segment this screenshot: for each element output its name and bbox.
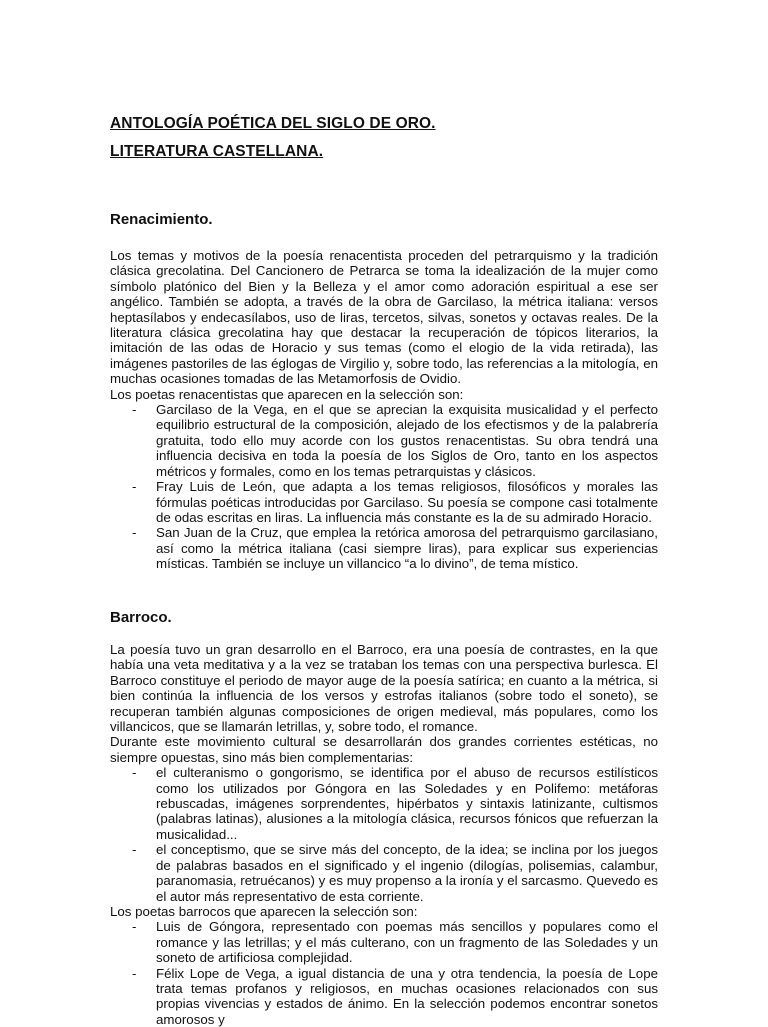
- list-item-fray-luis: - Fray Luis de León, que adapta a los temas religiosos, filosóficos y morales las fórmulas poéticas introducidas por Garcilaso. Su poesía se compone casi totalmente de odas escritas en liras. La influencia más constante es la de su admirado Horacio.: [110, 479, 658, 525]
- section-body-barroco: [110, 642, 658, 1027]
- list-item-gongora: - Luis de Góngora, representado con poemas más sencillos y populares como el romance y las letrillas; y el más culterano, con un fragmento de las Soledades y un soneto de artificiosa complejidad.: [110, 919, 658, 965]
- list-item-san-juan: - San Juan de la Cruz, que emplea la retórica amorosa del petrarquismo garcilasiano, así como la métrica italiana (casi siempre liras), para explicar sus experiencias místicas. También se incluye un villancico “a lo divino”, de tema místico.: [110, 525, 658, 571]
- barroco-poets-list: [110, 919, 658, 1027]
- barroco-poets-intro: Los poetas barrocos que aparecen la selección son:: [110, 903, 418, 919]
- list-item-lope-de-vega: - Félix Lope de Vega, a igual distancia de una y otra tendencia, la poesía de Lope trata temas profanos y religiosos, en muchas ocasiones relacionados con sus propias vivencias y estados de ánimo. En la selección podemos encontrar sonetos amorosos y: [110, 966, 658, 1027]
- renacimiento-poets-list: [110, 402, 658, 571]
- barroco-intro-paragraph: La poesía tuvo un gran desarrollo en el Barroco, era una poesía de contrastes, en la que había una veta meditativa y a la vez se trataban los temas con una perspectiva burlesca. El Barroco constituye el periodo de mayor auge de la poesía satírica; en cuanto a la métrica, si bien continúa la influencia de los versos y estrofas italianos (sobre todo el soneto), se recuperan también algunas composiciones de origen medieval, más populares, como los villancicos, que se llamarán letrillas, y, sobre todo, el romance.: [110, 642, 658, 735]
- document-title-line-2: LITERATURA CASTELLANA.: [110, 143, 324, 160]
- section-heading-barroco: Barroco.: [110, 609, 172, 626]
- document-title-line-1: ANTOLOGÍA POÉTICA DEL SIGLO DE ORO.: [110, 115, 436, 132]
- section-heading-renacimiento: Renacimiento.: [110, 211, 213, 228]
- barroco-currents-intro: Durante este movimiento cultural se desarrollarán dos grandes corrientes estéticas, no siempre opuestas, sino más bien complementarias:: [110, 734, 658, 765]
- renacimiento-poets-intro: Los poetas renacentistas que aparecen en la selección son:: [110, 386, 464, 402]
- list-item-garcilaso: - Garcilaso de la Vega, en el que se aprecian la exquisita musicalidad y el perfecto equilibrio estructural de la composición, alejado de los efectismos y de la palabrería gratuita, todo ello muy acorde con los gustos renacentistas. Su obra tendrá una influencia decisiva en toda la poesía de los Siglos de Oro, tanto en los aspectos métricos y formales, como en los temas petrarquistas y clásicos.: [110, 402, 658, 479]
- barroco-currents-list: [110, 765, 658, 904]
- section-body-renacimiento: [110, 248, 658, 572]
- renacimiento-intro-paragraph: Los temas y motivos de la poesía renacentista proceden del petrarquismo y la tradición clásica grecolatina. Del Cancionero de Petrarca se toma la idealización de la mujer como símbolo platónico del Bien y la Belleza y el amor como adoración espiritual a ese ser angélico. También se adopta, a través de la obra de Garcilaso, la métrica italiana: versos heptasílabos y endecasílabos, uso de liras, tercetos, silvas, sonetos y octavas reales. De la literatura clásica grecolatina hay que destacar la recuperación de tópicos literarios, la imitación de las odas de Horacio y sus temas (como el elogio de la vida retirada), las imágenes pastoriles de las églogas de Virgilio y, sobre todo, las referencias a la mitología, en muchas ocasiones tomadas de las Metamorfosis de Ovidio.: [110, 248, 658, 387]
- list-item-culteranismo: - el culteranismo o gongorismo, se identifica por el abuso de recursos estilísticos como los utilizados por Góngora en las Soledades y en Polifemo: metáforas rebuscadas, imágenes sorprendentes, hipérbatos y sintaxis latinizante, cultismos (palabras latinas), alusiones a la mitología clásica, recursos fónicos que refuerzan la musicalidad...: [110, 765, 658, 842]
- list-item-conceptismo: - el conceptismo, que se sirve más del concepto, de la idea; se inclina por los juegos de palabras basados en el significado y el ingenio (dilogías, polisemias, calambur, paranomasia, retruécanos) y es muy propenso a la ironía y el sarcasmo. Quevedo es el autor más representativo de esta corriente.: [110, 842, 658, 904]
